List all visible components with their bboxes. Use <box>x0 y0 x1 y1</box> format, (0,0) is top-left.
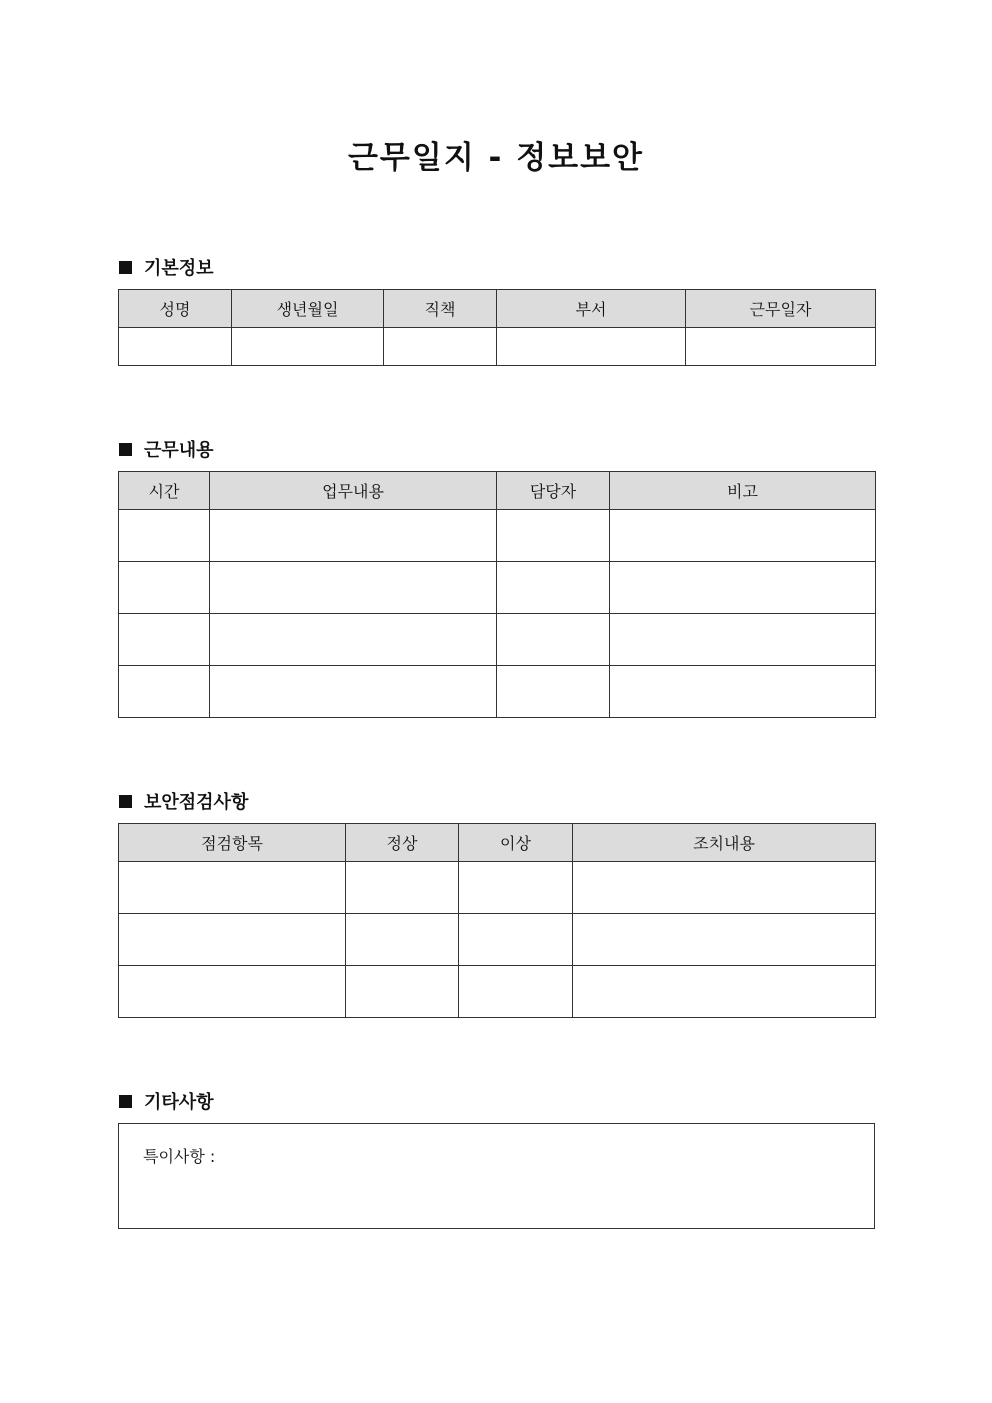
section-heading-security-label: 보안점검사항 <box>144 792 249 813</box>
column-header-name: 성명 <box>119 290 232 328</box>
table-row <box>119 862 876 914</box>
section-heading-work-label: 근무내용 <box>144 440 214 461</box>
table-row <box>119 562 876 614</box>
section-heading-security <box>119 788 248 814</box>
work-content-table <box>118 471 876 718</box>
column-header-normal: 정상 <box>346 824 459 862</box>
square-bullet-icon <box>119 443 132 456</box>
birthdate-cell[interactable] <box>232 328 384 366</box>
section-heading-work <box>119 436 214 462</box>
remarks-cell[interactable] <box>610 562 876 614</box>
column-header-assignee: 담당자 <box>497 472 610 510</box>
check-item-cell[interactable] <box>119 862 346 914</box>
abnormal-cell[interactable] <box>459 914 573 966</box>
task-cell[interactable] <box>210 562 497 614</box>
table-row <box>119 510 876 562</box>
check-item-cell[interactable] <box>119 966 346 1018</box>
section-heading-basic <box>119 254 214 280</box>
assignee-cell[interactable] <box>497 562 610 614</box>
action-cell[interactable] <box>573 862 876 914</box>
action-cell[interactable] <box>573 914 876 966</box>
action-cell[interactable] <box>573 966 876 1018</box>
section-heading-etc <box>119 1088 214 1114</box>
normal-cell[interactable] <box>346 966 459 1018</box>
column-header-abnormal: 이상 <box>459 824 573 862</box>
assignee-cell[interactable] <box>497 510 610 562</box>
column-header-birthdate: 생년월일 <box>232 290 384 328</box>
table-row <box>119 328 876 366</box>
assignee-cell[interactable] <box>497 666 610 718</box>
square-bullet-icon <box>119 1095 132 1108</box>
task-cell[interactable] <box>210 666 497 718</box>
department-cell[interactable] <box>497 328 686 366</box>
time-cell[interactable] <box>119 562 210 614</box>
table-row <box>119 614 876 666</box>
remarks-cell[interactable] <box>610 510 876 562</box>
position-cell[interactable] <box>384 328 497 366</box>
work-content-header-row <box>119 472 876 510</box>
column-header-time: 시간 <box>119 472 210 510</box>
table-row <box>119 914 876 966</box>
task-cell[interactable] <box>210 510 497 562</box>
column-header-task: 업무내용 <box>210 472 497 510</box>
abnormal-cell[interactable] <box>459 862 573 914</box>
remarks-cell[interactable] <box>610 614 876 666</box>
remarks-cell[interactable] <box>610 666 876 718</box>
square-bullet-icon <box>119 795 132 808</box>
section-heading-basic-label: 기본정보 <box>144 258 214 279</box>
table-row <box>119 666 876 718</box>
notes-box[interactable] <box>118 1123 875 1229</box>
normal-cell[interactable] <box>346 862 459 914</box>
time-cell[interactable] <box>119 510 210 562</box>
column-header-position: 직책 <box>384 290 497 328</box>
time-cell[interactable] <box>119 666 210 718</box>
column-header-remarks: 비고 <box>610 472 876 510</box>
basic-info-table <box>118 289 876 366</box>
security-check-table <box>118 823 876 1018</box>
check-item-cell[interactable] <box>119 914 346 966</box>
column-header-action: 조치내용 <box>573 824 876 862</box>
normal-cell[interactable] <box>346 914 459 966</box>
name-cell[interactable] <box>119 328 232 366</box>
section-heading-etc-label: 기타사항 <box>144 1092 214 1113</box>
column-header-department: 부서 <box>497 290 686 328</box>
security-check-header-row <box>119 824 876 862</box>
workdate-cell[interactable] <box>686 328 876 366</box>
time-cell[interactable] <box>119 614 210 666</box>
abnormal-cell[interactable] <box>459 966 573 1018</box>
page-title: 근무일지 - 정보보안 <box>347 140 645 176</box>
assignee-cell[interactable] <box>497 614 610 666</box>
basic-info-header-row <box>119 290 876 328</box>
table-row <box>119 966 876 1018</box>
square-bullet-icon <box>119 261 132 274</box>
column-header-check-item: 점검항목 <box>119 824 346 862</box>
column-header-workdate: 근무일자 <box>686 290 876 328</box>
notes-label: 특이사항 : <box>143 1147 216 1166</box>
task-cell[interactable] <box>210 614 497 666</box>
